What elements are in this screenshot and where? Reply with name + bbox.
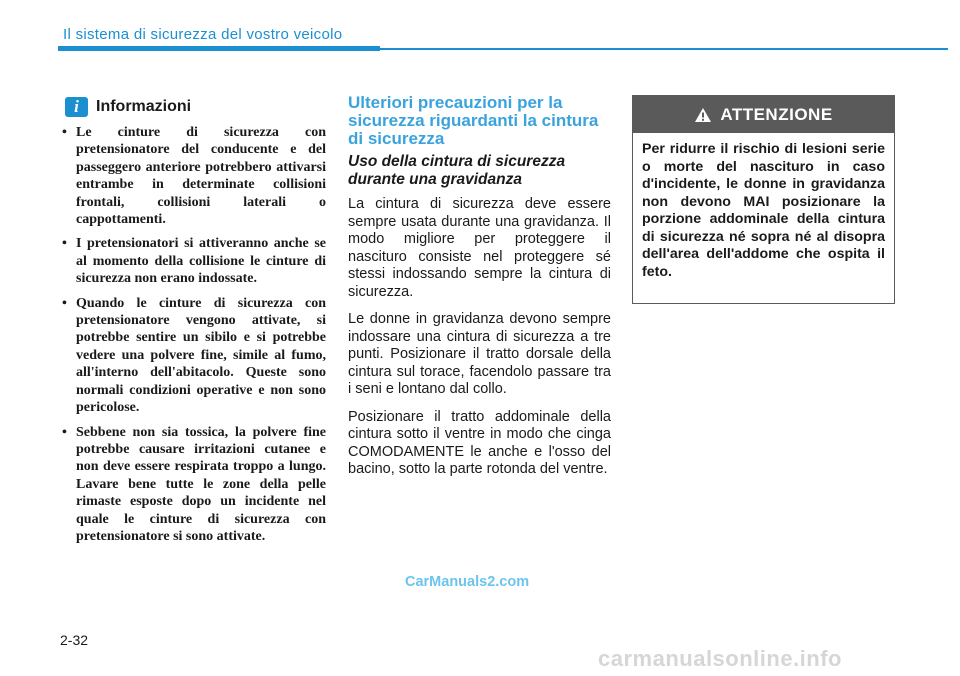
warning-box	[632, 95, 895, 304]
list-item: • Quando le cinture di sicurezza con pretensionatore vengono attivate, si potrebbe sentire un sibilo e si potrebbe vedere una polvere fine, simile al fumo, all'interno dell'abitacolo. Queste sono normali condizioni operative e non sono pericolose.	[62, 295, 326, 416]
info-icon: i	[65, 97, 88, 117]
page-header-title: Il sistema di sicurezza del vostro veicolo	[63, 26, 343, 43]
paragraph: Posizionare il tratto addominale della cintura sotto il ventre in modo che cinga COMODAMENTE le anche e l'osso del bacino, sotto la parte rotonda del ventre.	[348, 408, 611, 477]
bullet-icon: •	[62, 424, 67, 440]
list-item: • I pretensionatori si attiveranno anche se al momento della collisione le cinture di sicurezza non erano indossate.	[62, 236, 326, 287]
header-rule-thin	[380, 48, 948, 50]
bullet-icon: •	[62, 236, 67, 252]
info-heading	[65, 97, 191, 117]
warning-triangle-icon	[694, 107, 712, 123]
warning-header	[633, 96, 894, 133]
info-title: Informazioni	[96, 98, 192, 115]
info-bullet-list	[62, 124, 326, 552]
bullet-icon: •	[62, 295, 67, 311]
bullet-icon: •	[62, 125, 67, 140]
page-number: 2-32	[60, 632, 89, 648]
paragraph: Le donne in gravidanza devono sempre indossare una cintura di sicurezza a tre punti. Posizionare il tratto dorsale della cintura sul torace, facendolo passare tra i seni e lontano dal collo.	[348, 311, 611, 397]
section-body	[348, 196, 611, 489]
list-item: • Le cinture di sicurezza con pretensionatore del conducente e del passeggero anteriore potrebbero attivarsi entrambe in determinate collisioni frontali, collisioni laterali o cappottamenti.	[62, 125, 326, 228]
warning-text: Per ridurre il rischio di lesioni serie o morte del nascituro in caso d'incidente, le donne in gravidanza non devono MAI posizionare la porzione addominale della cintura di sicurezza né sopra né al disopra dell'area dell'addome che ospita il feto.	[642, 141, 885, 280]
warning-title: ATTENZIONE	[720, 104, 833, 124]
paragraph: La cintura di sicurezza deve essere sempre usata durante una gravidanza. Il modo migliore per proteggere il nascituro consiste nel proteggere sé stessi indossando sempre la cintura di sicurezza.	[348, 196, 611, 300]
section-subtitle: Uso della cintura di sicurezza durante una gravidanza	[348, 153, 566, 188]
section-title: Ulteriori precauzioni per la sicurezza riguardanti la cintura di sicurezza	[348, 93, 599, 148]
watermark-link[interactable]: CarManuals2.com	[405, 574, 530, 590]
site-watermark: carmanualsonline.info	[598, 646, 842, 671]
header-rule-bold	[58, 46, 380, 51]
list-item: • Sebbene non sia tossica, la polvere fine potrebbe causare irritazioni cutanee e non deve essere respirata troppo a lungo. Lavare bene tutte le zone della pelle rimaste esposte dopo un incidente nel quale le cinture di sicurezza con pretensionatore si sono attivate.	[62, 424, 326, 544]
